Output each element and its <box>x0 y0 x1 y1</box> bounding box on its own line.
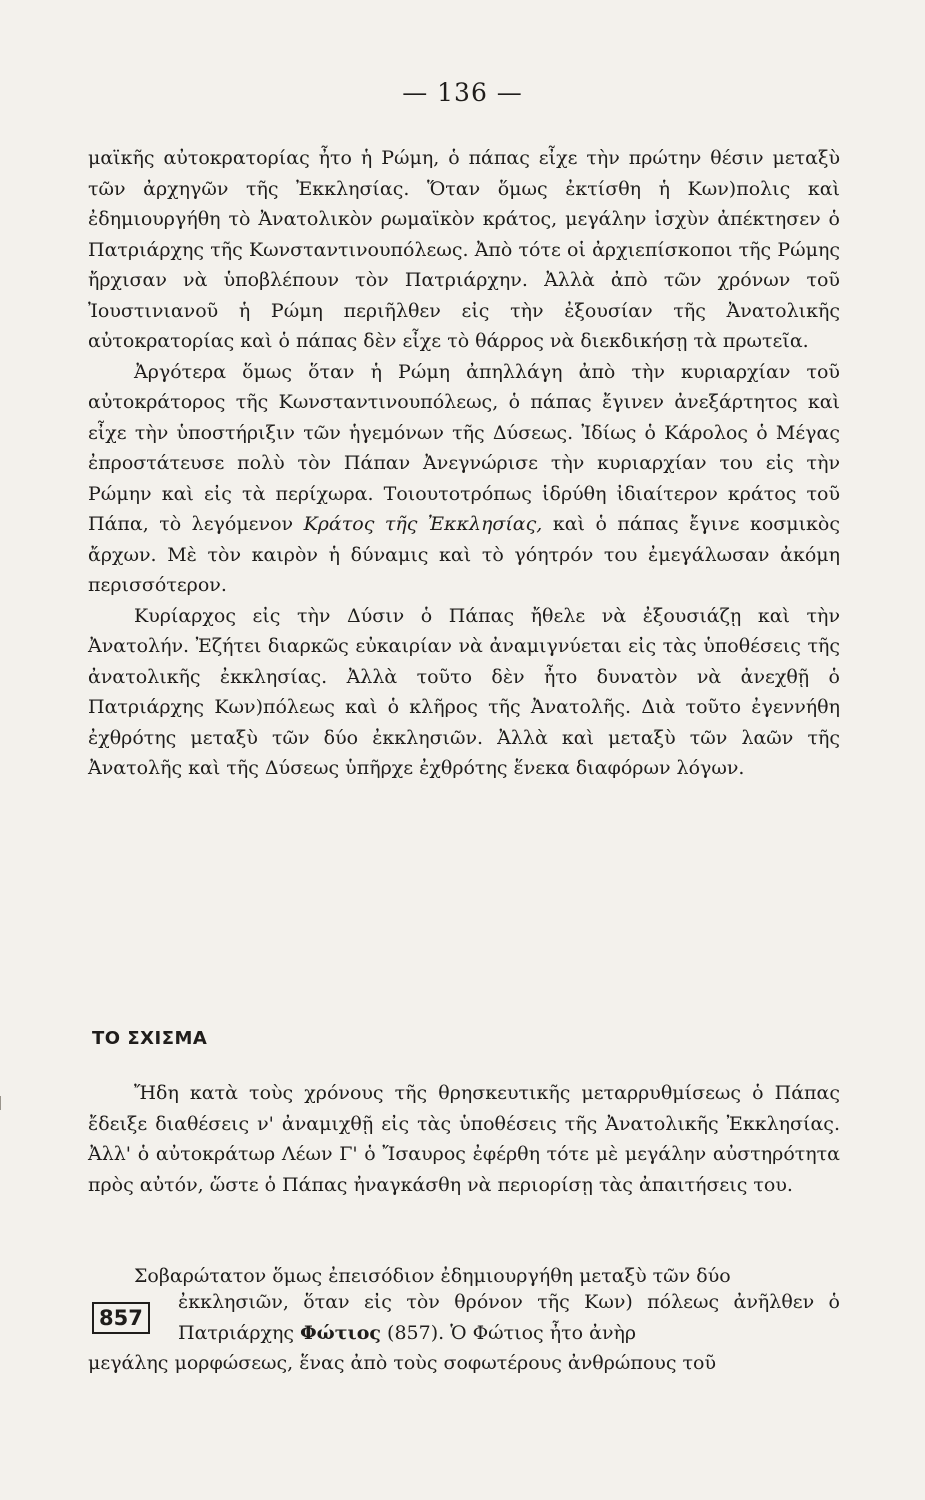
page-fold-mark <box>0 1096 7 1110</box>
paragraph-2-emphasis: Κράτος τῆς Ἐκκλησίας, <box>303 513 543 535</box>
section-heading: ΤΟ ΣΧΙΣΜΑ <box>92 1028 208 1049</box>
text-block-main <box>88 143 840 784</box>
paragraph-5-first-line: Σοβαρώτατον ὅμως ἐπεισόδιον ἐδημιουργήθη μεταξὺ τῶν δύο <box>134 1265 731 1287</box>
paragraph-2-text-b: καὶ ὁ πάπας ἔγινε κοσμικὸς ἄρχων. Μὲ τὸν καιρὸν ἡ δύναμις καὶ τὸ γόητρόν του ἐμεγάλωσαν ἀκόμη περισσότερον. <box>88 513 841 596</box>
paragraph-1: μαϊκῆς αὐτοκρατορίας ἦτο ἡ Ρώμη, ὁ πάπας εἶχε τὴν πρώτην θέσιν μεταξὺ τῶν ἀρχηγῶν τῆς Ἐκκλησίας. Ὅταν ὅμως ἐκτίσθη ἡ Κων)πολις καὶ ἐδημιουργήθη τὸ Ἀνατολικὸν ρωμαϊκὸν κράτος, μεγάλην ἰσχὺν ἀπέκτησεν ὁ Πατριάρχης τῆς Κωνσταντινουπόλεως. Ἀπὸ τότε οἱ ἀρχιεπίσκοποι τῆς Ρώμης ἤρχισαν νὰ ὑποβλέπουν τὸν Πατριάρχην. Ἀλλὰ ἀπὸ τῶν χρόνων τοῦ Ἰουστινιανοῦ ἡ Ρώμη περιῆλθεν εἰς τὴν ἐξουσίαν τῆς Ἀνατολικῆς αὐτοκρατορίας καὶ ὁ πάπας δὲν εἶχε τὸ θάρρος νὰ διεκδικήσῃ τὰ πρωτεῖα. <box>88 147 840 352</box>
paragraph-5-last-line: μεγάλης μορφώσεως, ἕνας ἀπὸ τοὺς σοφωτέρους ἀνθρώπους τοῦ <box>88 1352 717 1374</box>
paragraph-5-text-a: ἐκκλησιῶν, ὅταν εἰς τὸν θρόνον τῆς Κων) πόλεως ἀνῆλθεν ὁ Πατριάρχης <box>178 1291 840 1344</box>
margin-year-box: 857 <box>92 1302 150 1334</box>
page-number: — 136 — <box>402 78 523 107</box>
paragraph-3: Κυρίαρχος εἰς τὴν Δύσιν ὁ Πάπας ἤθελε νὰ ἐξουσιάζῃ καὶ τὴν Ἀνατολήν. Ἐζήτει διαρκῶς εὐκαιρίαν νὰ ἀναμιγνύεται εἰς τὰς ὑποθέσεις τῆς ἀνατολικῆς ἐκκλησίας. Ἀλλὰ τοῦτο δὲν ἦτο δυνατὸν νὰ ἀνεχθῇ ὁ Πατριάρχης Κων)πόλεως καὶ ὁ κλῆρος τῆς Ἀνατολῆς. Διὰ τοῦτο ἐγεννήθη ἐχθρότης μεταξὺ τῶν δύο ἐκκλησιῶν. Ἀλλὰ καὶ μεταξὺ τῶν λαῶν τῆς Ἀνατολῆς καὶ τῆς Δύσεως ὑπῆρχε ἐχθρότης ἕνεκα διαφόρων λόγων. <box>88 604 840 779</box>
paragraph-5-text-b: (857). Ὁ Φώτιος ἦτο ἀνὴρ <box>387 1321 637 1344</box>
paragraph-2 <box>88 357 840 601</box>
text-block-paragraph-5-middle <box>178 1287 840 1348</box>
paragraph-5-name-bold: Φώτιος <box>300 1321 381 1344</box>
text-block-paragraph-5-end <box>88 1348 840 1379</box>
paragraph-4: Ἤδη κατὰ τοὺς χρόνους τῆς θρησκευτικῆς μεταρρυθμίσεως ὁ Πάπας ἔδειξε διαθέσεις ν' ἀναμιχθῇ εἰς τὰς ὑποθέσεις τῆς Ἀνατολικῆς Ἐκκλησίας. Ἀλλ' ὁ αὐτοκράτωρ Λέων Γ' ὁ Ἴσαυρος ἐφέρθη τότε μὲ μεγάλην αὐστηρότητα πρὸς αὐτόν, ὥστε ὁ Πάπας ἠναγκάσθη νὰ περιορίσῃ τὰς ἀπαιτήσεις του. <box>88 1082 840 1196</box>
paragraph-5-middle <box>178 1287 840 1348</box>
text-block-section <box>88 1078 840 1200</box>
paragraph-2-text-a: Ἀργότερα ὅμως ὅταν ἡ Ρώμη ἀπηλλάγη ἀπὸ τὴν κυριαρχίαν τοῦ αὐτοκράτορος τῆς Κωνσταντινουπόλεως, ὁ πάπας ἔγινεν ἀνεξάρτητος καὶ εἶχε τὴν ὑποστήριξιν τῶν ἡγεμόνων τῆς Δύσεως. Ἰδίως ὁ Κάρολος ὁ Μέγας ἐπροστάτευσε πολὺ τὸν Πάπαν Ἀνεγνώρισε τὴν κυριαρχίαν του εἰς τὴν Ρώμην καὶ εἰς τὰ περίχωρα. Τοιουτοτρόπως ἱδρύθη ἰδιαίτερον κράτος τοῦ Πάπα, τὸ λεγόμενον <box>88 360 840 535</box>
